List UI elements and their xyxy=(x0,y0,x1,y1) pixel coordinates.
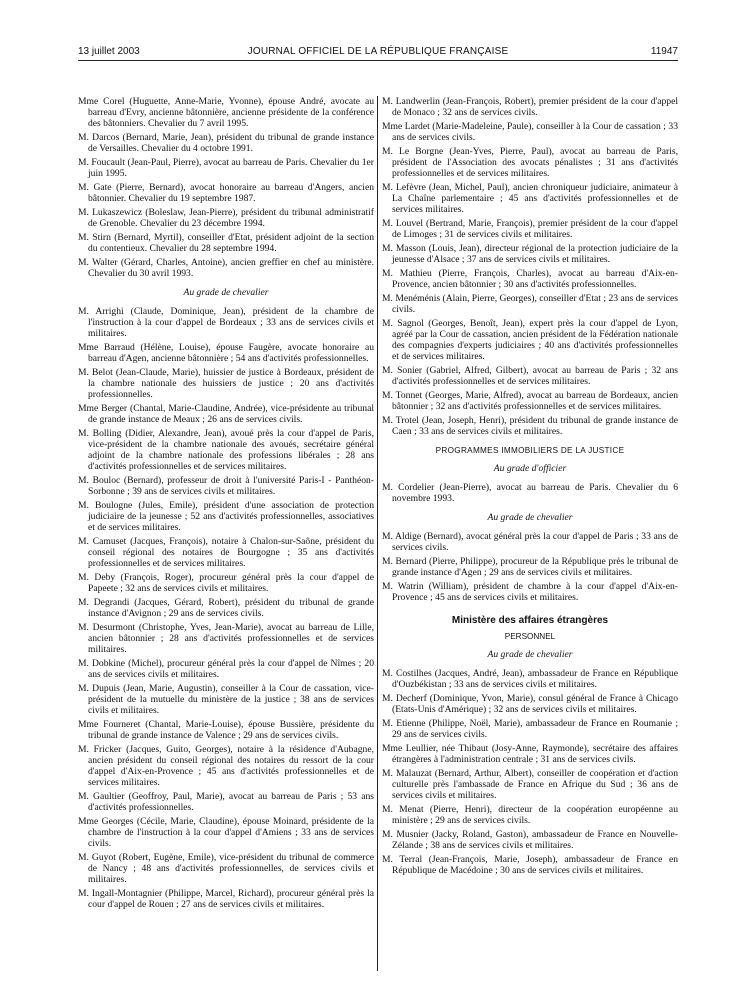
entry: M. Lukaszewicz (Boleslaw, Jean-Pierre), président du tribunal administratif de Grenoble. Chevalier du 23 décembre 1994. xyxy=(78,207,374,229)
officier-heading: Au grade d'officier xyxy=(493,463,567,474)
entry: M. Gate (Pierre, Bernard), avocat honoraire au barreau d'Angers, ancien bâtonnier. Chevalier du 19 septembre 1987. xyxy=(78,182,374,204)
journal-title: JOURNAL OFFICIEL DE LA RÉPUBLIQUE FRANÇAISE xyxy=(247,46,509,57)
entry: M. Walter (Gérard, Charles, Antoine), ancien greffier en chef au ministère. Chevalier du 30 avril 1993. xyxy=(78,257,374,279)
entry: Mme Lardet (Marie-Madeleine, Paule), conseiller à la Cour de cassation ; 33 ans de services civils. xyxy=(382,121,678,143)
entry: M. Fricker (Jacques, Guito, Georges), notaire à la résidence d'Aubagne, ancien président du conseil régional des notaires du ressort de la cour d'appel d'Aix-en-Provence ; 45 ans d'activités professionnelles et de services militaires. xyxy=(78,744,374,788)
entry: M. Masson (Louis, Jean), directeur régional de la protection judiciaire de la jeunesse d'Alsace ; 37 ans de services civils et militaires. xyxy=(382,243,678,265)
right-chevalier-list xyxy=(382,531,678,603)
entry: M. Bernard (Pierre, Philippe), procureur de la République près le tribunal de grande instance d'Agen ; 29 ans de services civils et militaires. xyxy=(382,556,678,578)
personnel-heading: PERSONNEL xyxy=(504,632,556,641)
entry: Mme Fourneret (Chantal, Marie-Louise), épouse Bussière, présidente du tribunal de grande instance de Valence ; 29 ans de services civils. xyxy=(78,719,374,741)
page-number: 11947 xyxy=(650,46,678,57)
officier-list xyxy=(382,482,678,504)
entry: M. Mathieu (Pierre, François, Charles), avocat au barreau d'Aix-en-Provence, ancien bâtonnier ; 30 ans d'activités professionnelles. xyxy=(382,268,678,290)
entry: Mme Georges (Cécile, Marie, Claudine), épouse Moinard, présidente de la chambre de l'instruction à la cour d'appel d'Amiens ; 33 ans de services civils. xyxy=(78,816,374,849)
entry: M. Gaultier (Geoffroy, Paul, Marie), avocat au barreau de Paris ; 53 ans d'activités professionnelles. xyxy=(78,791,374,813)
entry: M. Musnier (Jacky, Roland, Gaston), ambassadeur de France en Nouvelle-Zélande ; 38 ans de services civils et militaires. xyxy=(382,829,678,851)
entry: M. Lefèvre (Jean, Michel, Paul), ancien chroniqueur judiciaire, animateur à La Chaîne parlementaire ; 45 ans d'activités professionnelles et de services militaires. xyxy=(382,182,678,215)
entry: M. Landwerlin (Jean-François, Robert), premier président de la cour d'appel de Monaco ; 32 ans de services civils. xyxy=(382,96,678,118)
entry: Mme Corel (Huguette, Anne-Marie, Yvonne), épouse André, avocate au barreau d'Evry, ancienne bâtonnière, ancienne présidente de la conférence des bâtonniers. Chevalier du 7 avril 1995. xyxy=(78,96,374,129)
right-column xyxy=(382,96,678,879)
entry: M. Guyot (Robert, Eugène, Emile), vice-président du tribunal de commerce de Nancy ; 48 ans d'activités professionnelles, de services civils et militaires. xyxy=(78,852,374,885)
entry: M. Cordelier (Jean-Pierre), avocat au barreau de Paris. Chevalier du 6 novembre 1993. xyxy=(382,482,678,504)
column-divider xyxy=(377,96,378,971)
entry: Mme Barraud (Hélène, Louise), épouse Faugère, avocate honoraire au barreau d'Agen, ancienne bâtonnière ; 54 ans d'activités professionnelles. xyxy=(78,342,374,364)
entry: M. Tonnet (Georges, Marie, Alfred), avocat au barreau de Bordeaux, ancien bâtonnier ; 32 ans d'activités professionnelles et de services militaires. xyxy=(382,390,678,412)
entry: M. Ingall-Montagnier (Philippe, Marcel, Richard), procureur général près la cour d'appel de Rouen ; 27 ans de services civils et militaires. xyxy=(78,888,374,910)
entry: Mme Leullier, née Thibaut (Josy-Anne, Raymonde), secrétaire des affaires étrangères à l'administration centrale ; 31 ans de services civils. xyxy=(382,743,678,765)
right-top-list xyxy=(382,96,678,437)
programmes-heading: PROGRAMMES IMMOBILIERS DE LA JUSTICE xyxy=(435,446,625,455)
entry: M. Sagnol (Georges, Benoît, Jean), expert près la cour d'appel de Lyon, agréé par la Cour de cassation, ancien président de la Fédération nationale des compagnies d'experts judiciaires ; 40 ans d'activités professionnelles et de services militaires. xyxy=(382,318,678,362)
ministry-chevalier-heading: Au grade de chevalier xyxy=(487,649,573,660)
entry: M. Louvel (Bertrand, Marie, François), premier président de la cour d'appel de Limoges ; 31 de services civils et militaires. xyxy=(382,218,678,240)
ministry-list xyxy=(382,668,678,876)
entry: M. Dupuis (Jean, Marie, Augustin), conseiller à la Cour de cassation, vice-président de la mutuelle du ministère de la justice ; 38 ans de services civils et militaires. xyxy=(78,683,374,716)
entry: Mme Berger (Chantal, Marie-Claudine, Andrée), vice-présidente au tribunal de grande instance de Meaux ; 26 ans de services civils. xyxy=(78,403,374,425)
entry: M. Menat (Pierre, Henri), directeur de la coopération européenne au ministère ; 29 ans de services civils. xyxy=(382,804,678,826)
left-chevalier-heading: Au grade de chevalier xyxy=(183,287,269,298)
entry: M. Etienne (Philippe, Noël, Marie), ambassadeur de France en Roumanie ; 29 ans de services civils. xyxy=(382,718,678,740)
entry: M. Camuset (Jacques, François), notaire à Chalon-sur-Saône, président du conseil régional des notaires de Bourgogne ; 35 ans d'activités professionnelles et de services militaires. xyxy=(78,536,374,569)
left-top-list xyxy=(78,96,374,279)
left-column xyxy=(78,96,374,913)
entry: M. Menéménis (Alain, Pierre, Georges), conseiller d'Etat ; 23 ans de services civils. xyxy=(382,293,678,315)
right-chevalier-heading: Au grade de chevalier xyxy=(487,512,573,523)
entry: M. Deby (François, Roger), procureur général près la cour d'appel de Papeete ; 32 ans de services civils et militaires. xyxy=(78,572,374,594)
entry: M. Trotel (Jean, Joseph, Henri), président du tribunal de grande instance de Caen ; 33 ans de services civils et militaires. xyxy=(382,415,678,437)
entry: M. Decherf (Dominique, Yvon, Marie), consul général de France à Chicago (Etats-Unis d'Amérique) ; 32 ans de services civils et militaires. xyxy=(382,693,678,715)
entry: M. Stirn (Bernard, Myrtil), conseiller d'Etat, président adjoint de la section du contentieux. Chevalier du 28 septembre 1994. xyxy=(78,232,374,254)
page-header xyxy=(78,44,678,61)
ministry-heading: Ministère des affaires étrangères xyxy=(451,615,609,626)
entry: M. Belot (Jean-Claude, Marie), huissier de justice à Bordeaux, président de la chambre nationale des huissiers de justice ; 20 ans d'activités professionnelles. xyxy=(78,367,374,400)
entry: M. Aldige (Bernard), avocat général près la cour d'appel de Paris ; 33 ans de services civils. xyxy=(382,531,678,553)
entry: M. Sonier (Gabriel, Alfred, Gilbert), avocat au barreau de Paris ; 32 ans d'activités professionnelles et de services militaires. xyxy=(382,365,678,387)
entry: M. Terral (Jean-François, Marie, Joseph), ambassadeur de France en République de Macédoine ; 30 ans de services civils et militaires. xyxy=(382,854,678,876)
entry: M. Desurmont (Christophe, Yves, Jean-Marie), avocat au barreau de Lille, ancien bâtonnier ; 28 ans d'activités professionnelles et de services militaires. xyxy=(78,622,374,655)
entry: M. Costilhes (Jacques, André, Jean), ambassadeur de France en République d'Ouzbékistan ; 33 ans de services civils et militaires. xyxy=(382,668,678,690)
entry: M. Boulogne (Jules, Emile), président d'une association de protection judiciaire de la jeunesse ; 52 ans d'activités professionnelles, associatives et de services militaires. xyxy=(78,500,374,533)
header-date: 13 juillet 2003 xyxy=(78,46,140,57)
entry: M. Darcos (Bernard, Marie, Jean), président du tribunal de grande instance de Versailles. Chevalier du 4 octobre 1991. xyxy=(78,132,374,154)
entry: M. Degrandi (Jacques, Gérard, Robert), président du tribunal de grande instance d'Avignon ; 29 ans de services civils. xyxy=(78,597,374,619)
left-chevalier-list xyxy=(78,306,374,910)
entry: M. Malauzat (Bernard, Arthur, Albert), conseiller de coopération et d'action culturelle près l'ambassade de France en Afrique du Sud ; 36 ans de services civils et militaires. xyxy=(382,768,678,801)
entry: M. Bouloc (Bernard), professeur de droit à l'université Paris-I - Panthéon-Sorbonne ; 39 ans de services civils et militaires. xyxy=(78,475,374,497)
entry: M. Foucault (Jean-Paul, Pierre), avocat au barreau de Paris. Chevalier du 1er juin 1995. xyxy=(78,157,374,179)
entry: M. Arrighi (Claude, Dominique, Jean), président de la chambre de l'instruction à la cour d'appel de Bordeaux ; 33 ans de services civils et militaires. xyxy=(78,306,374,339)
entry: M. Bolling (Didier, Alexandre, Jean), avoué près la cour d'appel de Paris, vice-président de la chambre nationale des avoués, secrétaire général adjoint de la chambre nationale des professions libérales ; 28 ans d'activités professionnelles et de services militaires. xyxy=(78,428,374,472)
entry: M. Watrin (William), président de chambre à la cour d'appel d'Aix-en-Provence ; 45 ans de services civils et militaires. xyxy=(382,581,678,603)
entry: M. Le Borgne (Jean-Yves, Pierre, Paul), avocat au barreau de Paris, président de l'Association des avocats pénalistes ; 31 ans d'activités professionnelles et de services militaires. xyxy=(382,146,678,179)
entry: M. Dobkine (Michel), procureur général près la cour d'appel de Nîmes ; 20 ans de services civils et militaires. xyxy=(78,658,374,680)
